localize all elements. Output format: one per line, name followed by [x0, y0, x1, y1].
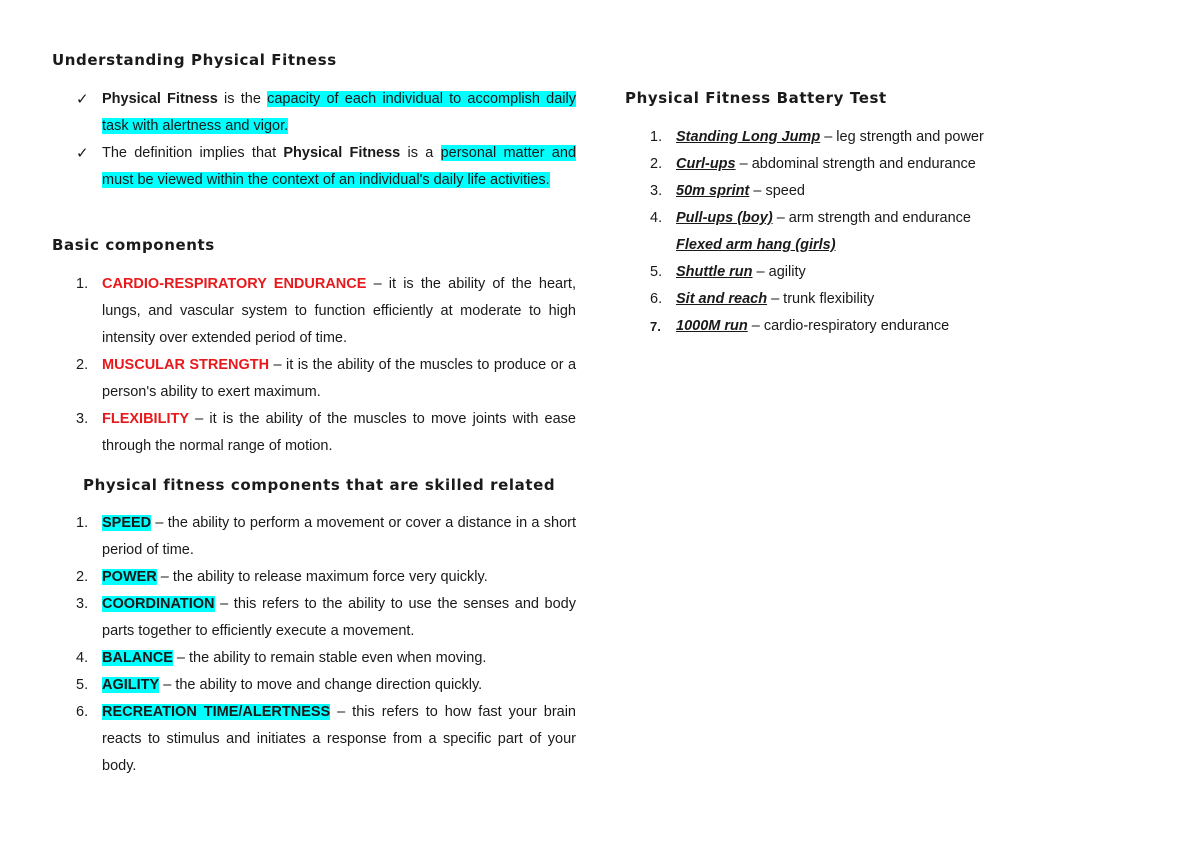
description: – the ability to move and change direction quickly. — [159, 677, 483, 693]
section-heading: Basic components — [52, 236, 215, 254]
description: – it is the ability of the muscles to move joints with ease through the normal range of motion. — [102, 411, 576, 454]
description: – the ability to remain stable even when moving. — [172, 650, 487, 666]
description: – abdominal strength and endurance — [735, 156, 976, 172]
test-name: Shuttle run — [676, 264, 753, 280]
term: FLEXIBILITY — [102, 411, 189, 427]
list-item — [625, 178, 1125, 205]
list-item — [52, 591, 576, 645]
list-number: 4. — [76, 650, 89, 666]
description: – it is the ability of the muscles to produce or a person's ability to exert maximum. — [102, 357, 577, 400]
basic-components-list — [52, 271, 576, 460]
test-name: Standing Long Jump — [676, 129, 821, 145]
test-name: Curl-ups — [676, 156, 736, 172]
list-item — [52, 672, 576, 699]
test-name: Flexed arm hang (girls) — [676, 237, 836, 253]
list-item — [52, 406, 576, 460]
list-item — [625, 151, 1125, 178]
list-item — [625, 124, 1125, 151]
intro-list — [52, 86, 576, 194]
text: is a — [400, 145, 441, 161]
description: – trunk flexibility — [767, 291, 875, 307]
description: – agility — [752, 264, 806, 280]
skill-components-list — [52, 510, 576, 780]
section-heading: Physical Fitness Battery Test — [625, 89, 887, 107]
list-number: 1. — [650, 129, 663, 145]
term: RECREATION TIME/ALERTNESS — [102, 704, 331, 720]
description: – leg strength and power — [820, 129, 984, 145]
list-number: 3. — [650, 183, 663, 199]
description: – this refers to the ability to use the senses and body parts together to efficiently execute a movement. — [102, 596, 576, 639]
list-number: 7. — [650, 319, 661, 334]
description: – arm strength and endurance — [772, 210, 971, 226]
list-item — [52, 699, 576, 780]
text: is the — [217, 91, 268, 107]
list-number: 1. — [76, 276, 89, 292]
checkmark-icon: ✓ — [76, 91, 89, 108]
list-item — [625, 232, 1125, 259]
list-item — [52, 645, 576, 672]
term: Physical Fitness — [283, 145, 401, 161]
test-name: 50m sprint — [676, 183, 750, 199]
list-number: 4. — [650, 210, 663, 226]
description: – the ability to release maximum force very quickly. — [156, 569, 488, 585]
list-number: 5. — [650, 264, 663, 280]
highlighted-text: personal matter and must be viewed within the context of an individual's daily life activities. — [102, 145, 577, 188]
term: MUSCULAR STRENGTH — [102, 357, 270, 373]
highlighted-text: capacity of each individual to accomplish daily task with alertness and vigor. — [102, 91, 576, 134]
description: – cardio-respiratory endurance — [747, 318, 950, 334]
section-heading: Physical fitness components that are skilled related — [83, 476, 556, 494]
intro-item — [52, 140, 576, 194]
list-number: 2. — [76, 569, 89, 585]
list-number: 3. — [76, 596, 89, 612]
description: – this refers to how fast your brain reacts to stimulus and initiates a response from a specific part of your body. — [102, 704, 577, 774]
list-number: 6. — [650, 291, 663, 307]
list-number: 2. — [650, 156, 663, 172]
list-number: 5. — [76, 677, 89, 693]
list-item — [625, 259, 1125, 286]
test-name: 1000M run — [676, 318, 748, 334]
description: – speed — [749, 183, 805, 199]
list-number: 1. — [76, 515, 89, 531]
list-item — [52, 564, 576, 591]
test-name: Pull-ups (boy) — [676, 210, 773, 226]
term: AGILITY — [102, 677, 160, 693]
checkmark-icon: ✓ — [76, 145, 89, 162]
list-item — [52, 352, 576, 406]
term: BALANCE — [102, 650, 173, 666]
list-number: 6. — [76, 704, 89, 720]
list-number: 2. — [76, 357, 89, 373]
intro-item — [52, 86, 576, 140]
term: CARDIO-RESPIRATORY ENDURANCE — [102, 276, 367, 292]
list-item — [625, 205, 1125, 232]
list-item — [52, 510, 576, 564]
test-name: Sit and reach — [676, 291, 768, 307]
list-item — [625, 313, 1125, 340]
description: – the ability to perform a movement or cover a distance in a short period of time. — [102, 515, 576, 558]
battery-test-list — [625, 124, 1125, 340]
term: SPEED — [102, 515, 152, 531]
list-item — [52, 271, 576, 352]
term: Physical Fitness — [102, 91, 218, 107]
list-item — [625, 286, 1125, 313]
term: COORDINATION — [102, 596, 215, 612]
description: – it is the ability of the heart, lungs, and vascular system to function efficiently at moderate to high intensity over extended period of time. — [102, 276, 576, 346]
list-number: 3. — [76, 411, 89, 427]
term: POWER — [102, 569, 157, 585]
text: The definition implies that — [102, 145, 284, 161]
page-title: Understanding Physical Fitness — [52, 51, 337, 69]
